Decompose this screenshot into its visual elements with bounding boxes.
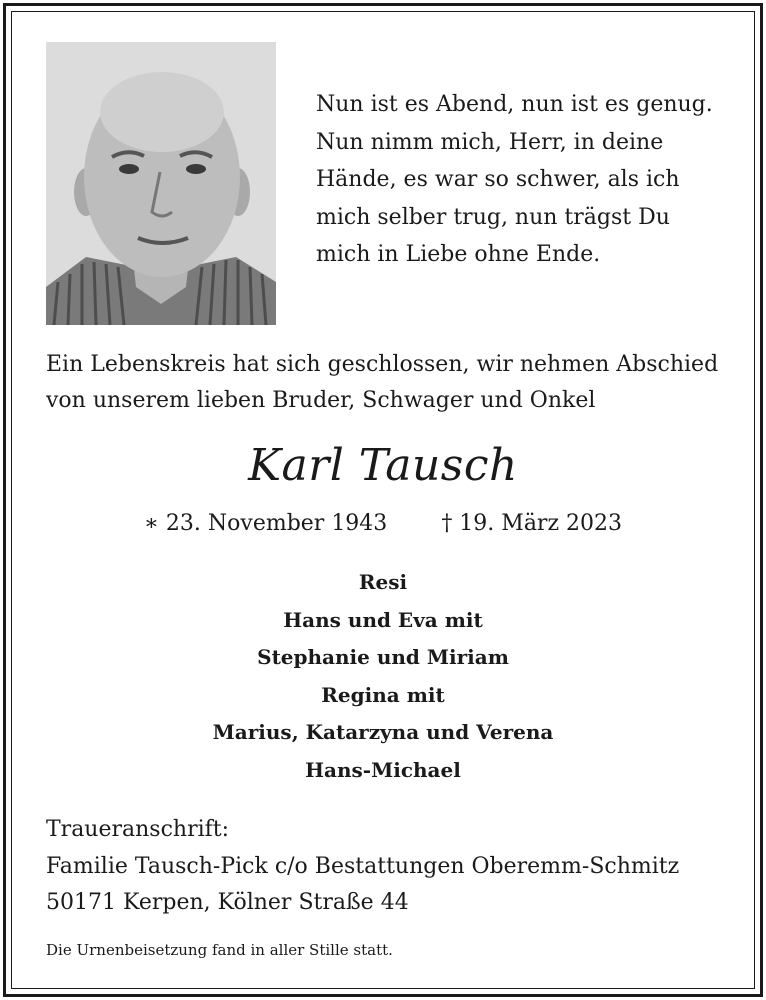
mourner-line: Hans und Eva mit xyxy=(283,607,483,632)
mourner-line: Regina mit xyxy=(321,682,445,707)
mourners-list xyxy=(0,564,766,789)
mourner-line: Stephanie und Miriam xyxy=(257,645,509,669)
address-label: Traueranschrift: xyxy=(46,817,230,842)
intro-line: Ein Lebenskreis hat sich geschlossen, wir nehmen Abschied xyxy=(46,352,719,377)
portrait-photo xyxy=(46,42,276,325)
birth-date: ∗ 23. November 1943 xyxy=(143,511,388,536)
address-line: Familie Tausch-Pick c/o Bestattungen Oberemm-Schmitz xyxy=(46,853,680,879)
death-date: † 19. März 2023 xyxy=(441,511,623,536)
burial-note: Die Urnenbeisetzung fand in aller Stille statt. xyxy=(46,941,393,959)
poem-line: Nun nimm mich, Herr, in deine xyxy=(316,129,664,155)
deceased-name: Karl Tausch xyxy=(248,440,518,491)
mourner-line: Hans-Michael xyxy=(305,757,461,782)
poem-line: Hände, es war so schwer, als ich xyxy=(316,167,680,192)
life-dates xyxy=(0,507,766,541)
mourner-line: Marius, Katarzyna und Verena xyxy=(212,720,554,744)
poem xyxy=(316,86,736,274)
mourning-address xyxy=(46,812,736,922)
intro-line: von unserem lieben Bruder, Schwager und Onkel xyxy=(46,388,596,413)
mourner-line: Resi xyxy=(358,570,408,594)
poem-line: mich in Liebe ohne Ende. xyxy=(316,242,601,267)
poem-line: mich selber trug, nun trägst Du xyxy=(316,204,670,230)
poem-line: Nun ist es Abend, nun ist es genug. xyxy=(316,92,713,117)
intro-text xyxy=(46,347,736,419)
address-line: 50171 Kerpen, Kölner Straße 44 xyxy=(46,890,409,915)
